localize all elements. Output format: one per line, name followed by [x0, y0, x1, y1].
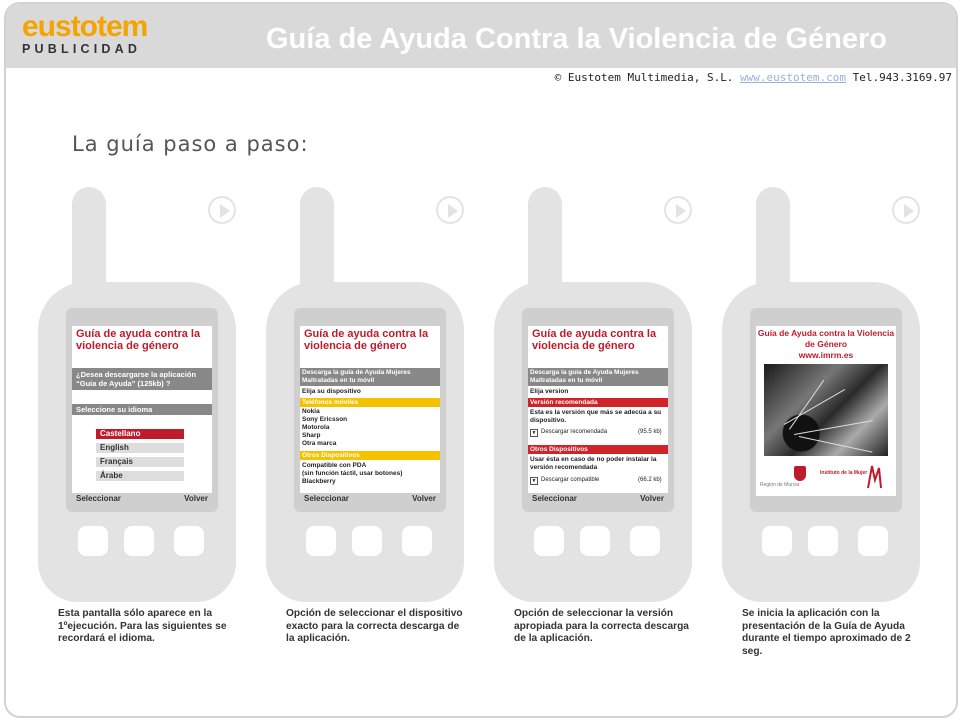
step-caption: Se inicia la aplicación con la presentación de la Guía de Ayuda durante el tiempo aproximado de 2 seg. — [742, 608, 911, 657]
screen-title: Guía de ayuda contra la violencia de género — [76, 328, 201, 352]
copyright-text: © Eustotem Multimedia, S.L. — [554, 71, 734, 84]
splash-url: www.imrm.es — [798, 350, 854, 360]
lang-option-english[interactable]: English — [96, 443, 184, 453]
device-prompt: Elija su dispositivo — [302, 388, 361, 395]
page-frame — [4, 2, 958, 718]
mobiles-header: Teléfonos móviles — [300, 398, 440, 407]
others-text: Usar ésta en caso de no poder instalar la versión recomendada — [530, 456, 657, 471]
institute-label: Instituto de la Mujer — [820, 470, 868, 476]
phone-display — [756, 326, 896, 496]
back-softkey[interactable]: Volver — [640, 494, 664, 503]
download-banner: Descarga la guía de Ayuda Mujeres Maltratadas en tu móvil — [528, 368, 668, 386]
logo-wordmark: eustotem — [22, 10, 148, 43]
section-title: La guía paso a paso: — [72, 132, 309, 156]
download-banner: Descarga la guía de Ayuda Mujeres Maltratadas en tu móvil — [300, 368, 440, 386]
broken-glass-image — [764, 364, 888, 456]
phone-key — [306, 526, 336, 556]
back-softkey[interactable]: Volver — [184, 494, 208, 503]
phone-step-3 — [494, 4, 714, 718]
device-option-motorola[interactable]: Motorola — [302, 424, 330, 431]
step-caption: Esta pantalla sólo aparece en la 1ºejecución. Para las siguientes se recordará el idioma. — [58, 608, 227, 645]
phone-text: Tel.943.3169.97 — [852, 71, 952, 84]
phone-key — [808, 526, 838, 556]
phone-key — [580, 526, 610, 556]
screen-title: Guía de ayuda contra la violencia de género — [532, 328, 657, 352]
device-option-nokia[interactable]: Nokia — [302, 408, 320, 415]
phone-display — [528, 326, 668, 496]
play-icon[interactable] — [208, 196, 236, 224]
step-label: 2 sms / wap — [362, 204, 430, 218]
region-label: Región de Murcia — [760, 482, 800, 488]
phone-key — [858, 526, 888, 556]
screen-title: Guía de ayuda contra la violencia de género — [304, 328, 429, 352]
region-seal-icon — [794, 466, 806, 481]
download-recommended[interactable] — [530, 428, 662, 437]
step-label: 1 sms / wap — [134, 204, 202, 218]
download-question: ¿Desea descargarse la aplicación “Guia de Ayuda” (125kb) ? — [72, 368, 212, 390]
step-label — [818, 204, 885, 234]
splash-title-text: Guía de Ayuda contra la Violencia de Género — [757, 328, 895, 349]
splash-title — [756, 328, 896, 361]
play-icon[interactable] — [664, 196, 692, 224]
softkey-bar — [294, 493, 446, 506]
pda-note: (sin función táctil, usar botones) — [302, 470, 403, 477]
phone-step-1 — [38, 4, 258, 718]
softkey-bar — [66, 493, 218, 506]
phone-key — [402, 526, 432, 556]
splash-screen — [756, 326, 896, 496]
lang-option-francais[interactable]: Français — [96, 457, 184, 467]
phone-display — [300, 326, 440, 496]
recommended-text: Esta es la versión que más se adecúa a su dispositivo. — [530, 409, 662, 424]
others-header: Otros Dispositivos — [528, 445, 668, 454]
softkey-bar — [522, 493, 674, 506]
recommended-header: Versión recomendada — [528, 398, 668, 407]
select-softkey[interactable]: Seleccionar — [304, 494, 349, 503]
phone-step-4 — [722, 4, 942, 718]
download-icon: ▼ — [531, 430, 537, 436]
play-icon[interactable] — [892, 196, 920, 224]
download-icon: ▼ — [531, 478, 537, 484]
device-option-sharp[interactable]: Sharp — [302, 432, 321, 439]
phone-key — [124, 526, 154, 556]
phone-key — [630, 526, 660, 556]
logo-subtitle: PUBLICIDAD — [22, 42, 142, 56]
language-prompt: Seleccione su idioma — [72, 404, 212, 415]
glass-crack — [794, 420, 873, 435]
phone-key — [762, 526, 792, 556]
step-caption: Opción de seleccionar la versión apropiada para la correcta descarga de la aplicación. — [514, 608, 689, 645]
download-recommended-label: Descargar recomendada — [541, 429, 608, 435]
back-softkey[interactable]: Volver — [412, 494, 436, 503]
phone-display — [72, 326, 212, 496]
download-compatible[interactable] — [530, 476, 662, 485]
phone-step-2 — [266, 4, 486, 718]
step-caption: Opción de seleccionar el dispositivo exacto para la correcta descarga de la aplicación. — [286, 608, 463, 645]
company-link[interactable]: www.eustotem.com — [740, 71, 847, 84]
select-softkey[interactable]: Seleccionar — [76, 494, 121, 503]
recommended-size: (95.5 kb) — [638, 429, 662, 435]
step-label-sms: 4 sms / wap — [818, 204, 886, 218]
glass-crack — [784, 389, 845, 425]
lang-option-arabe[interactable]: Árabe — [96, 471, 184, 481]
compatible-size: (66.2 kb) — [638, 477, 662, 483]
others-header: Otros Dispositivos — [300, 451, 440, 460]
institute-logo-icon — [864, 462, 884, 490]
phone-key — [352, 526, 382, 556]
device-option-sony-ericsson[interactable]: Sony Ericsson — [302, 416, 348, 423]
phone-key — [78, 526, 108, 556]
phone-key — [534, 526, 564, 556]
version-prompt: Elija version — [530, 388, 569, 395]
device-option-pda[interactable]: Compatible con PDA — [302, 462, 367, 469]
step-label-bluetooth: 1 bluetooth — [818, 219, 883, 233]
glass-crack — [799, 436, 873, 453]
device-option-other[interactable]: Otra marca — [302, 440, 337, 447]
page-title: Guía de Ayuda Contra la Violencia de Género — [266, 23, 887, 55]
select-softkey[interactable]: Seleccionar — [532, 494, 577, 503]
phone-key — [174, 526, 204, 556]
device-option-blackberry[interactable]: Blackberry — [302, 478, 336, 485]
play-icon[interactable] — [436, 196, 464, 224]
splash-footer — [756, 460, 896, 496]
step-label: 3 sms / wap — [590, 204, 658, 218]
download-compatible-label: Descargar compatible — [541, 477, 600, 483]
lang-option-castellano[interactable]: Castellano — [96, 429, 184, 439]
